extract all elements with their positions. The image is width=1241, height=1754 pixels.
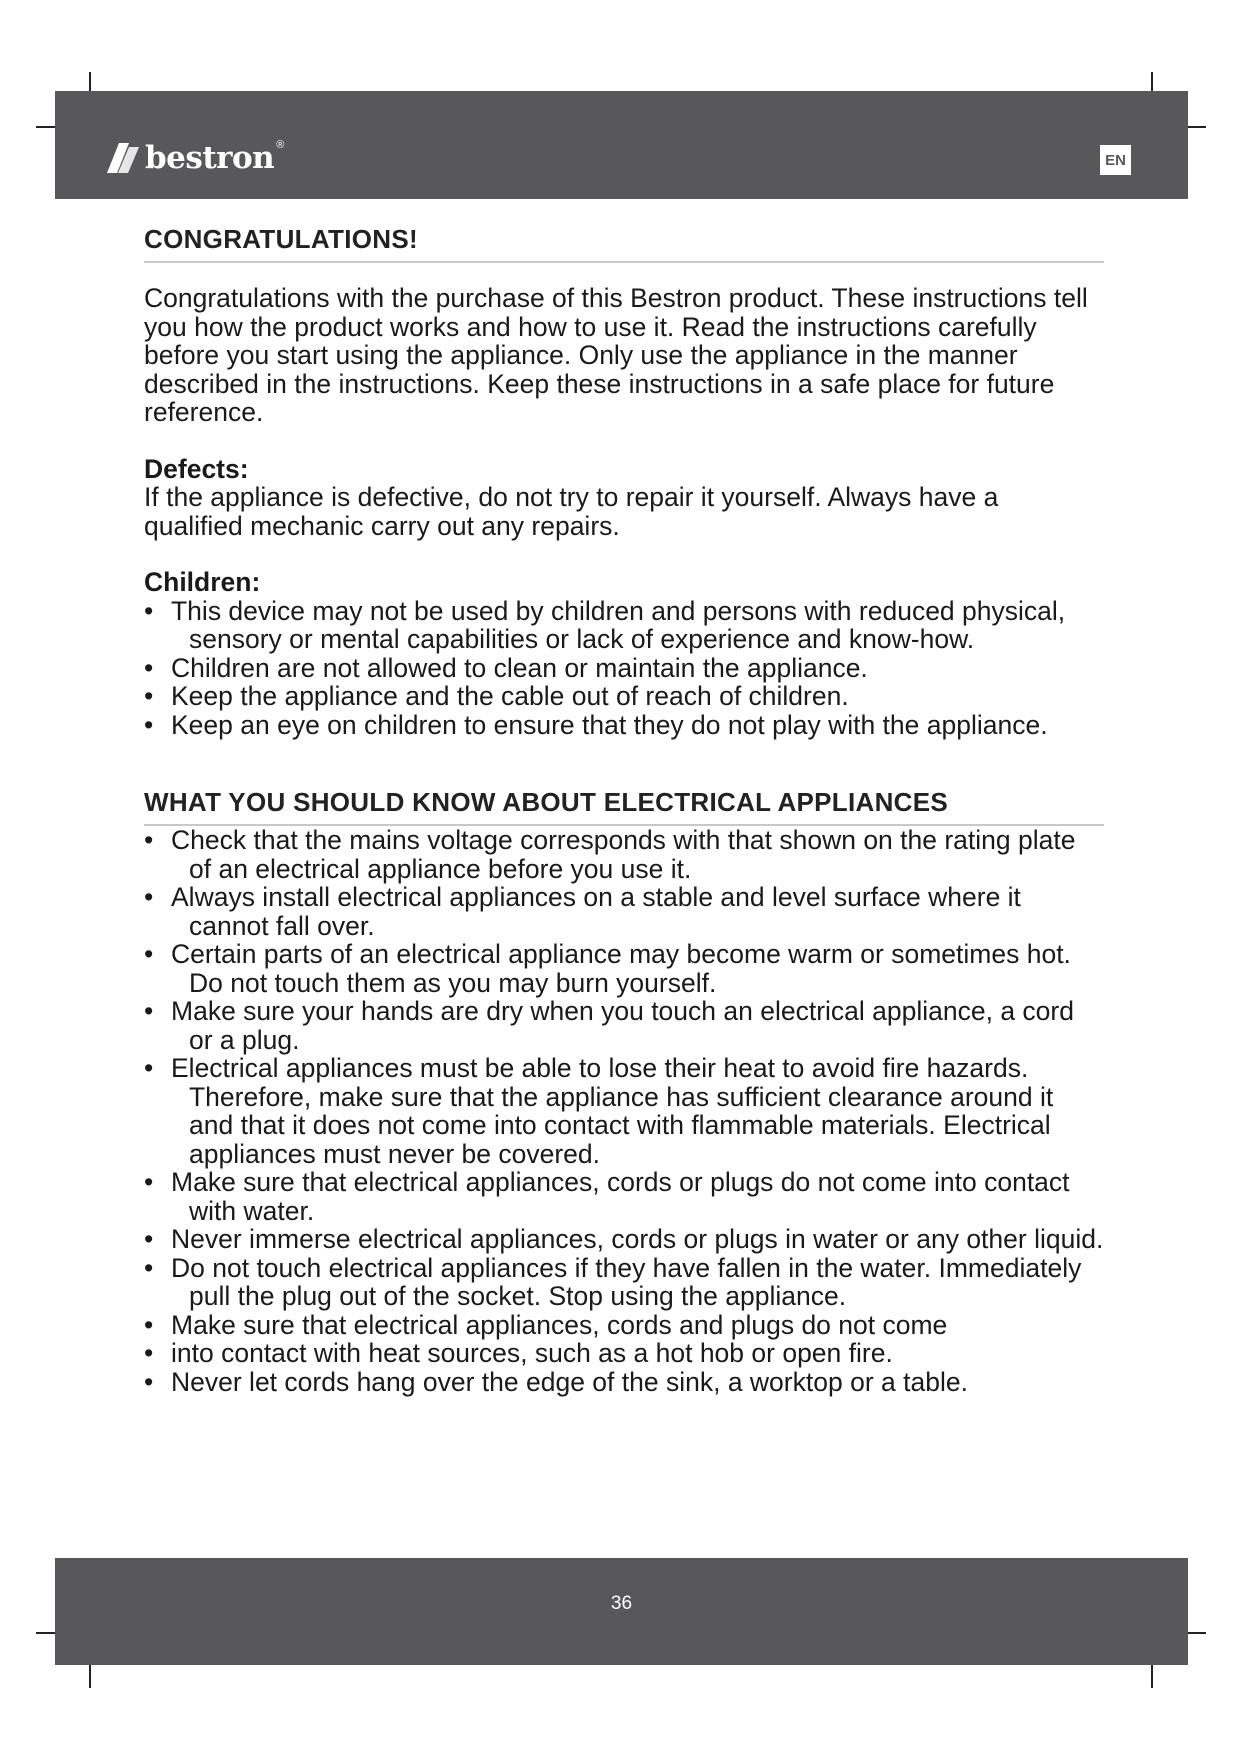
brand-name: bestron [145, 139, 275, 176]
bullet-icon: • [144, 1167, 154, 1197]
bullet-icon: • [144, 939, 154, 969]
section-title-electrical: WHAT YOU SHOULD KNOW ABOUT ELECTRICAL APPLIANCES [144, 789, 1104, 826]
list-item-text: Do not touch electrical appliances if they have fallen in the water. Immediately pull the plug out of the socket. Stop using the appliance. [171, 1252, 1082, 1311]
list-item [144, 1311, 1104, 1340]
list-item [144, 1368, 1104, 1397]
bullet-icon: • [144, 825, 154, 855]
list-item [144, 654, 1104, 683]
list-item-text: Make sure that electrical appliances, cords or plugs do not come into contact with water. [171, 1167, 1070, 1226]
bullet-icon: • [144, 709, 154, 740]
list-item-text: Make sure that electrical appliances, cords and plugs do not come [171, 1309, 948, 1340]
list-item-text: into contact with heat sources, such as a hot hob or open fire. [171, 1338, 893, 1368]
list-item [144, 1225, 1104, 1254]
bullet-icon: • [144, 1338, 154, 1368]
bullet-icon: • [144, 1053, 154, 1083]
list-item-text: Always install electrical appliances on a stable and level surface where it cannot fall over. [171, 882, 1021, 941]
list-item [144, 997, 1104, 1054]
electrical-list [144, 826, 1104, 1396]
list-item [144, 682, 1104, 711]
list-item-text: Keep the appliance and the cable out of reach of children. [171, 681, 849, 711]
children-heading: Children: [144, 567, 261, 597]
brand-logo [105, 141, 284, 175]
bullet-icon: • [144, 595, 154, 626]
list-item [144, 1054, 1104, 1168]
list-item-text: Never immerse electrical appliances, cords or plugs in water or any other liquid. [171, 1224, 1104, 1254]
registered-mark: ® [276, 139, 285, 151]
defects-heading: Defects: [144, 453, 249, 484]
language-badge: EN [1100, 145, 1131, 175]
page-number: 36 [610, 1593, 633, 1614]
list-item [144, 826, 1104, 883]
header-bar [55, 91, 1188, 199]
list-item [144, 1254, 1104, 1311]
defects-paragraph: If the appliance is defective, do not try to repair it yourself. Always have a qualified mechanic carry out any repairs. [144, 482, 999, 541]
bullet-icon: • [144, 681, 154, 711]
list-item-text: Certain parts of an electrical appliance may become warm or sometimes hot. Do not touch them as you may burn yourself. [171, 939, 1071, 998]
list-item [144, 711, 1104, 740]
list-item [144, 597, 1104, 654]
children-list [144, 597, 1104, 740]
list-item [144, 883, 1104, 940]
page-content [144, 226, 1104, 1396]
bullet-icon: • [144, 1309, 154, 1340]
brand-chevron-icon [105, 141, 139, 175]
list-item [144, 1339, 1104, 1368]
bullet-icon: • [144, 996, 154, 1026]
list-item-text: Make sure your hands are dry when you touch an electrical appliance, a cord or a plug. [171, 996, 1074, 1055]
bullet-icon: • [144, 882, 154, 912]
list-item-text: Never let cords hang over the edge of the sink, a worktop or a table. [171, 1366, 968, 1397]
bullet-icon: • [144, 1252, 154, 1283]
list-item-text: Children are not allowed to clean or maintain the appliance. [171, 652, 868, 683]
list-item-text: Keep an eye on children to ensure that they do not play with the appliance. [171, 709, 1048, 740]
list-item [144, 1168, 1104, 1225]
bullet-icon: • [144, 1366, 154, 1397]
list-item-text: This device may not be used by children and persons with reduced physical, sensory or mental capabilities or lack of experience and know-how. [171, 595, 1066, 654]
list-item-text: Electrical appliances must be able to lose their heat to avoid fire hazards. Therefore, make sure that the appliance has sufficient clearance around it and that it does not come into contact with flammable materials. Electrical appliances must never be covered. [171, 1053, 1054, 1169]
list-item [144, 940, 1104, 997]
section-title-congratulations: CONGRATULATIONS! [144, 226, 1104, 263]
bullet-icon: • [144, 652, 154, 683]
list-item-text: Check that the mains voltage corresponds with that shown on the rating plate of an electrical appliance before you use it. [171, 825, 1076, 884]
bullet-icon: • [144, 1224, 154, 1254]
intro-paragraph: Congratulations with the purchase of this Bestron product. These instructions tell you how the product works and how to use it. Read the instructions carefully before you start using the appliance. Only use the appliance in the manner described in the instructions. Keep these instructions in a safe place for future reference. [144, 283, 1088, 427]
footer-bar [55, 1558, 1188, 1665]
